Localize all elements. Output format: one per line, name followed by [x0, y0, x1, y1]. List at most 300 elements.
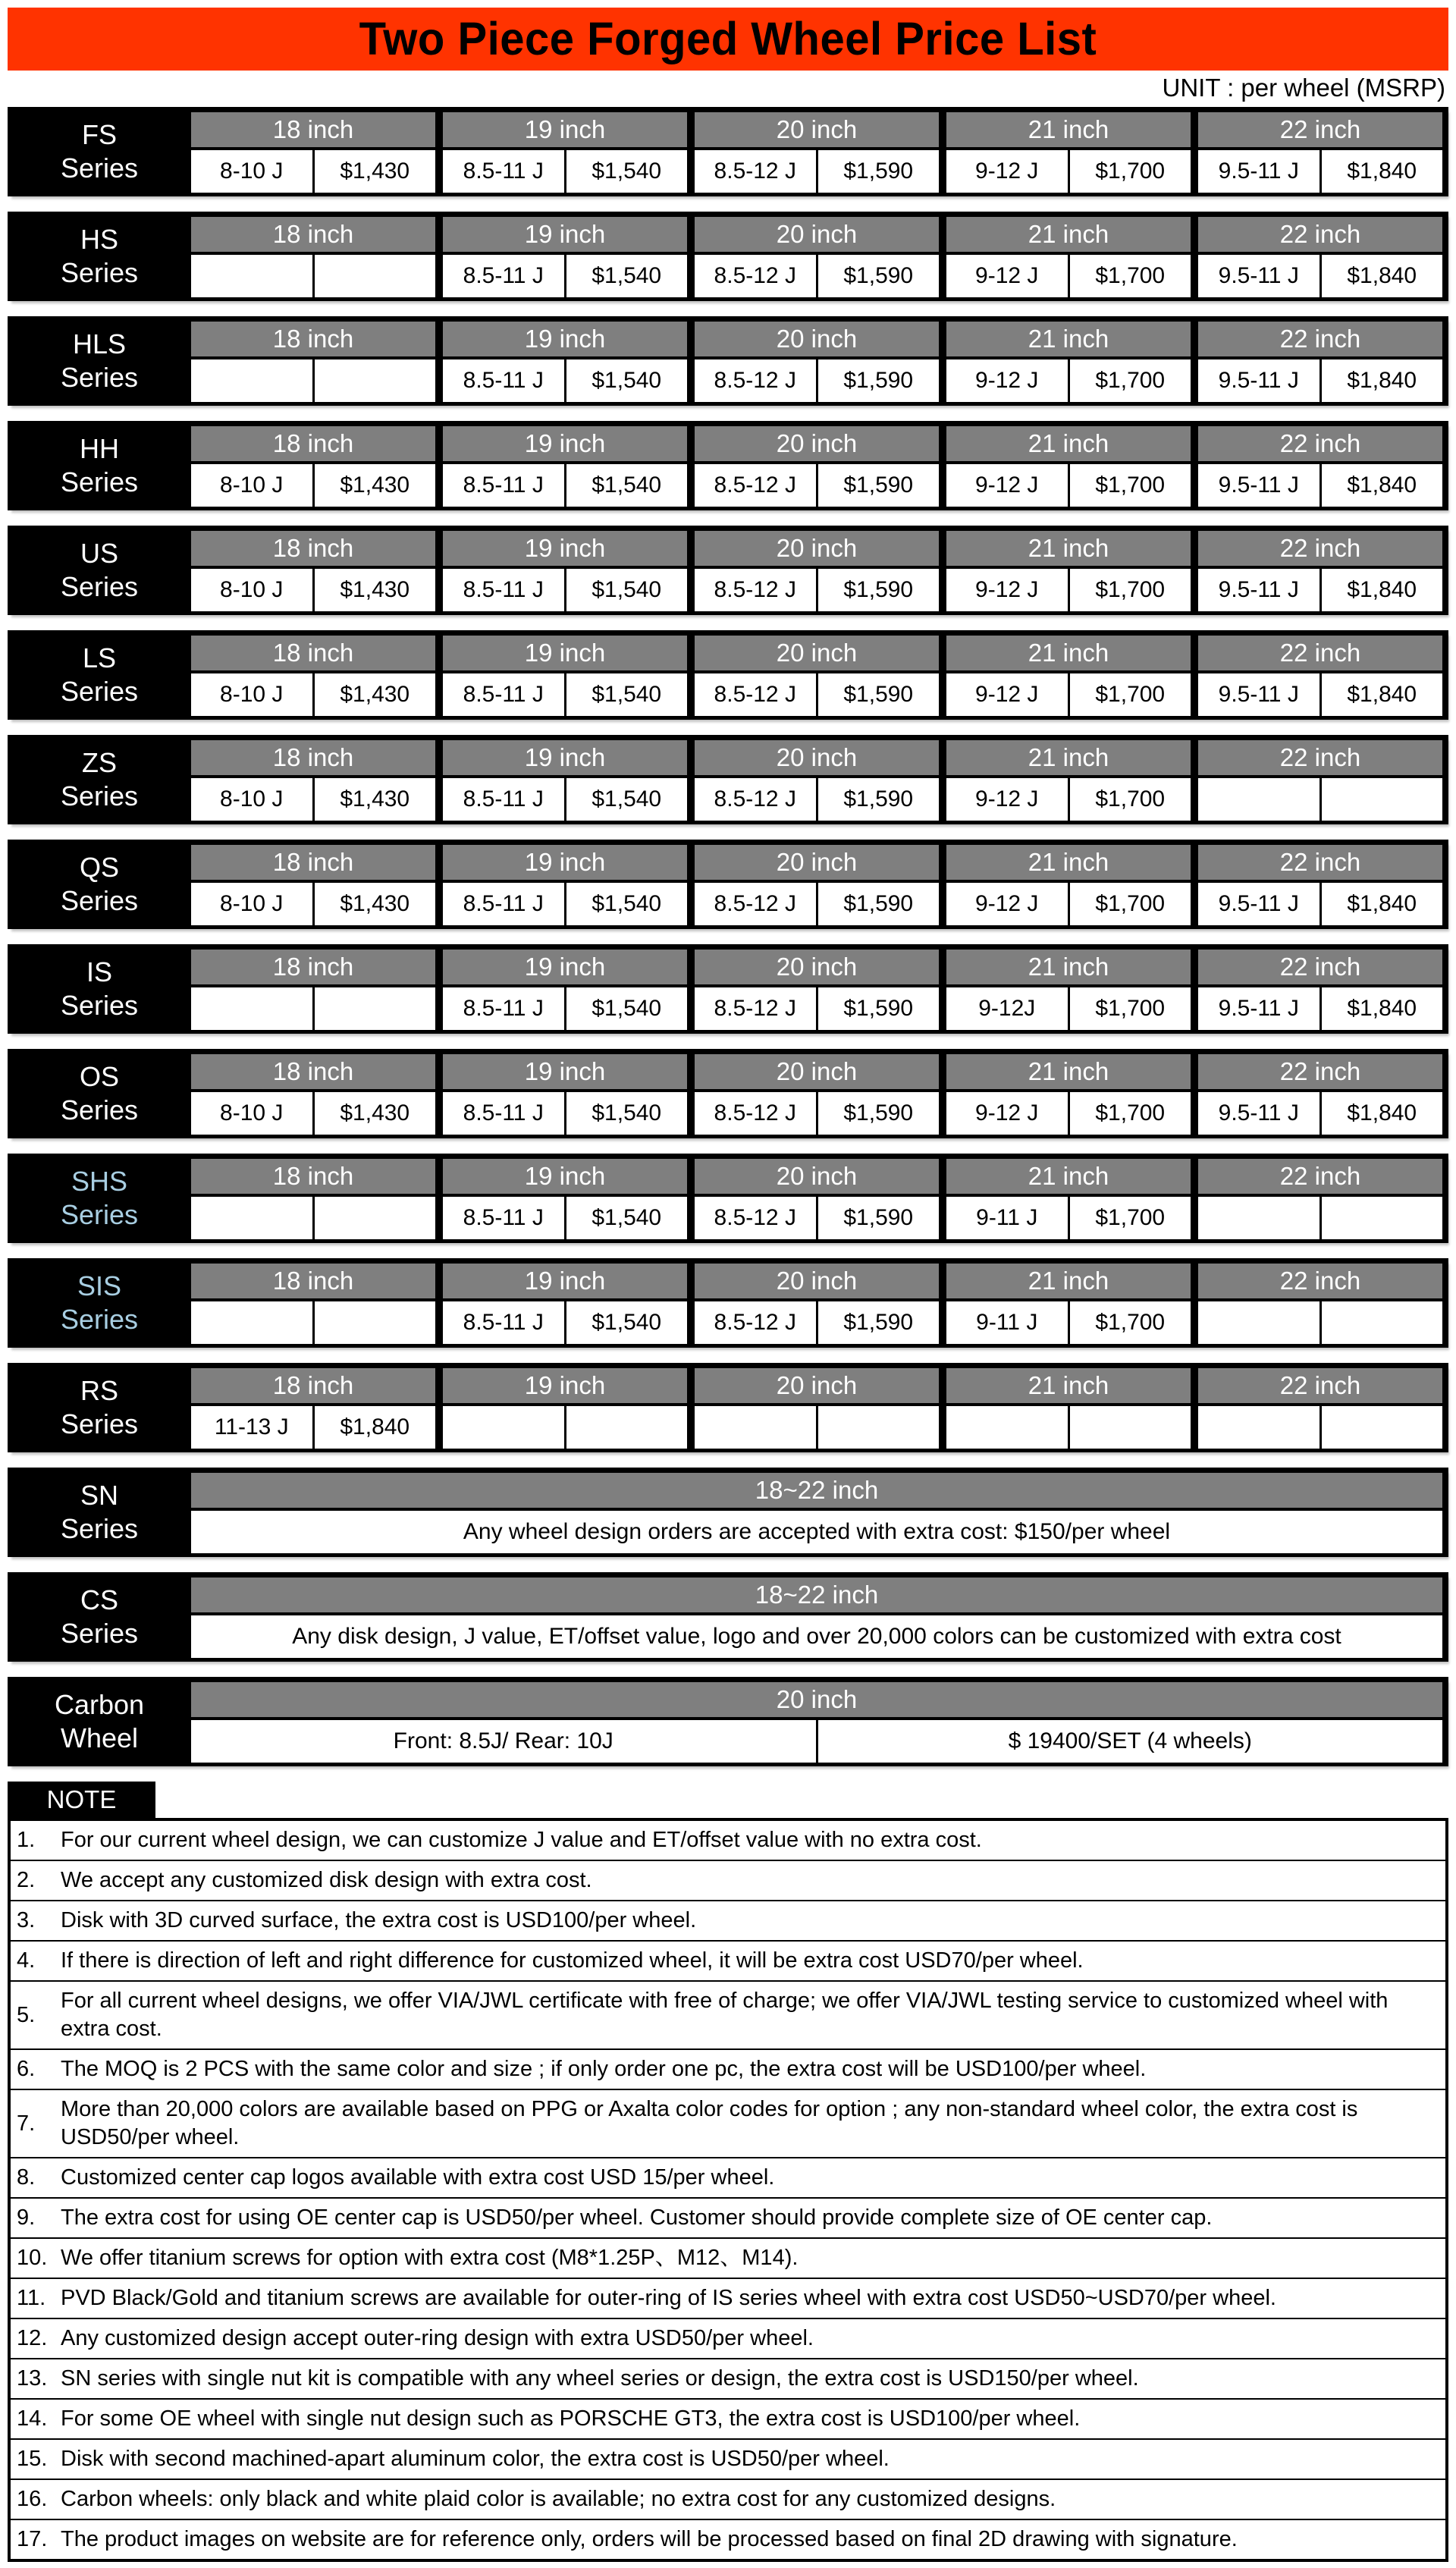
size-cell: 8.5-12 J [695, 673, 818, 716]
inch-header: 21 inch [946, 1264, 1191, 1298]
size-cell: 9.5-11 J [1198, 255, 1322, 297]
inch-header: 18 inch [191, 112, 435, 147]
inch-header: 18 inch [191, 1264, 435, 1298]
series-label-line: Series [60, 990, 139, 1021]
size-price-pair [1198, 255, 1442, 297]
series-table [191, 1468, 1448, 1557]
size-cell: 8.5-11 J [443, 1092, 566, 1135]
series-label-line: Series [60, 1408, 139, 1439]
note-row [11, 1821, 1445, 1860]
inch-header: 21 inch [946, 426, 1191, 461]
price-cell: $1,540 [566, 1092, 688, 1135]
size-cell: 9.5-11 J [1198, 150, 1322, 193]
size-cell: 8-10 J [191, 778, 315, 821]
series-label [8, 1677, 191, 1766]
series-label [8, 421, 191, 510]
spec-cell: Front: 8.5J/ Rear: 10J [191, 1720, 818, 1763]
note-text: The product images on website are for reference only, orders will be processed based on final 2D drawing with signature. [61, 2527, 1238, 2551]
size-price-pair [946, 1092, 1191, 1135]
size-price-pair [443, 673, 687, 716]
price-cell: $1,840 [1322, 1092, 1443, 1135]
series-block-sis [8, 1258, 1448, 1348]
size-cell: 8.5-12 J [695, 359, 818, 402]
inch-header: 22 inch [1198, 426, 1442, 461]
inch-header: 19 inch [443, 217, 687, 252]
size-cell [695, 1406, 818, 1449]
size-cell: 8.5-11 J [443, 987, 566, 1030]
size-cell: 9.5-11 J [1198, 987, 1322, 1030]
size-price-pair [443, 150, 687, 193]
series-label-line: HLS [72, 328, 127, 359]
series-data-row [191, 569, 1442, 611]
inch-header: 20 inch [695, 112, 939, 147]
series-table [191, 421, 1448, 510]
size-price-pair [946, 1406, 1191, 1449]
inch-header: 20 inch [695, 322, 939, 356]
size-price-pair [695, 255, 939, 297]
size-cell: 9-12 J [946, 673, 1070, 716]
price-cell: $1,840 [1322, 359, 1443, 402]
price-cell: $1,540 [566, 464, 688, 507]
price-cell: $1,590 [818, 1197, 940, 1239]
series-table [191, 1154, 1448, 1243]
price-cell: $1,840 [1322, 569, 1443, 611]
size-price-pair [695, 673, 939, 716]
price-cell: $1,590 [818, 150, 940, 193]
series-block-fs [8, 107, 1448, 196]
note-text: SN series with single nut kit is compatible with any wheel series or design, the extra cost is USD150/per wheel. [61, 2366, 1139, 2391]
inch-header: 18 inch [191, 950, 435, 984]
note-row [11, 2157, 1445, 2197]
series-block-hh [8, 421, 1448, 510]
size-price-pair [1198, 359, 1442, 402]
price-cell: $1,540 [566, 1197, 688, 1239]
series-label-line: SIS [77, 1270, 122, 1301]
size-cell: 8.5-11 J [443, 359, 566, 402]
series-label [8, 1049, 191, 1138]
price-cell: $1,840 [1322, 150, 1443, 193]
inch-header: 19 inch [443, 531, 687, 566]
size-price-pair [946, 569, 1191, 611]
size-price-pair [443, 1406, 687, 1449]
note-number: 15. [17, 2447, 48, 2471]
note-number: 13. [17, 2366, 48, 2391]
size-price-pair [1198, 778, 1442, 821]
note-row [11, 1980, 1445, 2048]
inch-header: 18~22 inch [191, 1578, 1442, 1612]
inch-header: 18 inch [191, 1054, 435, 1089]
series-table [191, 212, 1448, 301]
note-text: PVD Black/Gold and titanium screws are available for outer-ring of IS series wheel with extra cost USD50~USD70/per wheel. [61, 2286, 1276, 2310]
size-price-pair [443, 359, 687, 402]
size-price-pair [443, 987, 687, 1030]
series-label-line: Series [60, 152, 139, 184]
series-table [191, 1363, 1448, 1452]
size-price-pair [191, 1197, 435, 1239]
series-data-row [191, 1615, 1442, 1658]
price-cell: $1,430 [315, 883, 436, 925]
series-data-row [191, 1720, 1442, 1763]
inch-header-row [191, 217, 1442, 252]
inch-header: 20 inch [191, 1682, 1442, 1717]
size-price-pair [946, 464, 1191, 507]
price-cell: $1,700 [1070, 987, 1191, 1030]
series-label-line: Series [60, 1618, 139, 1649]
size-cell: 9.5-11 J [1198, 673, 1322, 716]
note-number: 11. [17, 2286, 46, 2310]
inch-header: 18 inch [191, 426, 435, 461]
inch-header: 18 inch [191, 1159, 435, 1194]
inch-header: 19 inch [443, 636, 687, 670]
inch-header-row [191, 426, 1442, 461]
series-label [8, 316, 191, 406]
price-cell: $1,590 [818, 883, 940, 925]
unit-label: UNIT : per wheel (MSRP) [1162, 74, 1445, 102]
inch-header: 22 inch [1198, 1368, 1442, 1403]
size-cell: 8.5-12 J [695, 883, 818, 925]
price-cell [315, 359, 436, 402]
note-text: For some OE wheel with single nut design such as PORSCHE GT3, the extra cost is USD100/per wheel. [61, 2406, 1081, 2431]
size-cell: 8.5-11 J [443, 569, 566, 611]
series-data-row [191, 1301, 1442, 1344]
size-cell: 8-10 J [191, 569, 315, 611]
series-label-line: SN [80, 1480, 118, 1511]
size-price-pair [191, 1720, 1442, 1763]
inch-header-row [191, 1264, 1442, 1298]
size-cell: 9.5-11 J [1198, 464, 1322, 507]
inch-header-row [191, 1682, 1442, 1717]
price-cell: $1,590 [818, 359, 940, 402]
size-price-pair [946, 1197, 1191, 1239]
price-cell: $1,840 [1322, 673, 1443, 716]
inch-header-row [191, 1368, 1442, 1403]
series-table [191, 526, 1448, 615]
size-price-pair [946, 150, 1191, 193]
series-data-row [191, 150, 1442, 193]
series-data-row [191, 1511, 1442, 1553]
series-block-hs [8, 212, 1448, 301]
size-cell: 8.5-12 J [695, 778, 818, 821]
series-table [191, 944, 1448, 1034]
note-text: We accept any customized disk design with extra cost. [61, 1868, 592, 1892]
inch-header: 20 inch [695, 1264, 939, 1298]
price-cell: $1,430 [315, 150, 436, 193]
note-row [11, 1940, 1445, 1980]
series-label [8, 630, 191, 720]
series-block-ls [8, 630, 1448, 720]
series-table [191, 735, 1448, 824]
price-cell [315, 255, 436, 297]
series-table [191, 1258, 1448, 1348]
inch-header: 19 inch [443, 1368, 687, 1403]
series-description-cell: Any wheel design orders are accepted with extra cost: $150/per wheel [191, 1511, 1442, 1553]
note-row [11, 2278, 1445, 2318]
note-text: For our current wheel design, we can customize J value and ET/offset value with no extra cost. [61, 1828, 982, 1852]
series-label-line: CS [80, 1584, 118, 1615]
series-label [8, 1468, 191, 1557]
inch-header: 20 inch [695, 1159, 939, 1194]
series-label [8, 735, 191, 824]
series-label-line: FS [81, 119, 117, 150]
inch-header-row [191, 1473, 1442, 1508]
series-label-line: Series [60, 1094, 139, 1125]
inch-header: 20 inch [695, 426, 939, 461]
price-cell [1322, 1301, 1443, 1344]
size-price-pair [443, 464, 687, 507]
series-label [8, 1363, 191, 1452]
price-cell: $1,430 [315, 673, 436, 716]
series-label [8, 107, 191, 196]
inch-header: 22 inch [1198, 950, 1442, 984]
size-price-pair [191, 569, 435, 611]
inch-header-row [191, 531, 1442, 566]
price-cell: $1,590 [818, 569, 940, 611]
inch-header: 21 inch [946, 950, 1191, 984]
price-cell: $1,540 [566, 778, 688, 821]
series-label-line: Series [60, 676, 139, 707]
series-list [0, 107, 1456, 1766]
size-cell: 8.5-12 J [695, 1092, 818, 1135]
series-data-row [191, 883, 1442, 925]
series-label-line: HH [80, 433, 119, 464]
size-price-pair [1198, 464, 1442, 507]
size-price-pair [946, 255, 1191, 297]
inch-header-row [191, 636, 1442, 670]
size-cell: 8.5-12 J [695, 255, 818, 297]
price-cell: $1,840 [1322, 987, 1443, 1030]
size-price-pair [191, 1406, 435, 1449]
series-description-cell: Any disk design, J value, ET/offset value, logo and over 20,000 colors can be customized with extra cost [191, 1615, 1442, 1658]
series-block-us [8, 526, 1448, 615]
note-title: NOTE [46, 1785, 117, 1813]
inch-header: 22 inch [1198, 112, 1442, 147]
series-block-qs [8, 840, 1448, 929]
inch-header-row [191, 1578, 1442, 1612]
inch-header: 20 inch [695, 1054, 939, 1089]
inch-header: 18 inch [191, 1368, 435, 1403]
series-data-row [191, 778, 1442, 821]
inch-header: 21 inch [946, 636, 1191, 670]
inch-header: 21 inch [946, 531, 1191, 566]
size-price-pair [695, 569, 939, 611]
size-price-pair [443, 1301, 687, 1344]
price-cell: $1,430 [315, 1092, 436, 1135]
inch-header: 19 inch [443, 1159, 687, 1194]
size-price-pair [1198, 150, 1442, 193]
price-cell: $1,540 [566, 987, 688, 1030]
inch-header: 21 inch [946, 740, 1191, 775]
size-price-pair [191, 359, 435, 402]
size-cell [1198, 1406, 1322, 1449]
series-data-row [191, 1197, 1442, 1239]
note-row [11, 2438, 1445, 2479]
inch-header: 21 inch [946, 322, 1191, 356]
note-row [11, 2048, 1445, 2089]
inch-header: 21 inch [946, 112, 1191, 147]
price-cell: $1,700 [1070, 359, 1191, 402]
inch-header: 19 inch [443, 426, 687, 461]
price-cell: $1,540 [566, 569, 688, 611]
price-cell: $1,700 [1070, 569, 1191, 611]
page-title: Two Piece Forged Wheel Price List [359, 13, 1097, 65]
price-cell: $1,540 [566, 150, 688, 193]
series-data-row [191, 1092, 1442, 1135]
note-number: 4. [17, 1948, 36, 1973]
note-text: If there is direction of left and right difference for customized wheel, it will be extra cost USD70/per wheel. [61, 1948, 1084, 1973]
size-price-pair [191, 255, 435, 297]
price-cell: $1,840 [1322, 255, 1443, 297]
size-price-pair [443, 883, 687, 925]
size-price-pair [191, 1092, 435, 1135]
size-cell [946, 1406, 1070, 1449]
series-table [191, 316, 1448, 406]
inch-header: 22 inch [1198, 217, 1442, 252]
inch-header: 21 inch [946, 1368, 1191, 1403]
series-label-line: Series [60, 1513, 139, 1544]
size-price-pair [695, 987, 939, 1030]
note-number: 10. [17, 2246, 48, 2270]
series-label [8, 1258, 191, 1348]
note-number: 1. [17, 1828, 36, 1852]
inch-header: 22 inch [1198, 1054, 1442, 1089]
size-price-pair [946, 359, 1191, 402]
inch-header: 19 inch [443, 740, 687, 775]
inch-header: 18 inch [191, 531, 435, 566]
size-price-pair [695, 1092, 939, 1135]
size-cell: 9-12 J [946, 359, 1070, 402]
price-cell: $1,540 [566, 673, 688, 716]
price-cell [1322, 778, 1443, 821]
series-label [8, 840, 191, 929]
note-text: For all current wheel designs, we offer VIA/JWL certificate with free of charge; we offer VIA/JWL testing service to customized wheel with extra cost. [61, 1989, 1389, 2041]
inch-header: 22 inch [1198, 740, 1442, 775]
price-cell: $1,590 [818, 1301, 940, 1344]
note-number: 7. [17, 2111, 36, 2136]
size-price-pair [1198, 883, 1442, 925]
series-label [8, 526, 191, 615]
inch-header: 22 inch [1198, 845, 1442, 880]
note-row [11, 1860, 1445, 1900]
series-label-line: ZS [81, 747, 117, 778]
series-data-row [191, 1406, 1442, 1449]
series-label-line: Series [60, 1199, 139, 1230]
series-label-line: LS [82, 642, 117, 673]
series-table [191, 1677, 1448, 1766]
series-label-line: OS [79, 1061, 119, 1092]
inch-header: 20 inch [695, 531, 939, 566]
size-cell: 11-13 J [191, 1406, 315, 1449]
price-cell [1070, 1406, 1191, 1449]
inch-header: 22 inch [1198, 531, 1442, 566]
inch-header: 21 inch [946, 1054, 1191, 1089]
inch-header-row [191, 950, 1442, 984]
note-number: 9. [17, 2205, 36, 2230]
series-data-row [191, 987, 1442, 1030]
series-block-shs [8, 1154, 1448, 1243]
price-list-page [0, 8, 1456, 2562]
size-price-pair [191, 1301, 435, 1344]
price-cell [315, 1301, 436, 1344]
note-row [11, 2318, 1445, 2358]
size-price-pair [946, 778, 1191, 821]
size-price-pair [695, 883, 939, 925]
note-text: The MOQ is 2 PCS with the same color and size ; if only order one pc, the extra cost will be USD100/per wheel. [61, 2057, 1147, 2081]
size-price-pair [1198, 569, 1442, 611]
size-price-pair [946, 1301, 1191, 1344]
size-price-pair [443, 255, 687, 297]
note-number: 12. [17, 2326, 48, 2350]
note-row [11, 2089, 1445, 2157]
price-cell: $1,540 [566, 883, 688, 925]
size-price-pair [191, 778, 435, 821]
size-cell: 8.5-11 J [443, 150, 566, 193]
size-price-pair [443, 778, 687, 821]
size-cell: 8.5-11 J [443, 883, 566, 925]
inch-header: 20 inch [695, 636, 939, 670]
price-cell: $1,700 [1070, 464, 1191, 507]
inch-header: 18~22 inch [191, 1473, 1442, 1508]
size-cell: 9-12 J [946, 569, 1070, 611]
size-price-pair [191, 987, 435, 1030]
size-price-pair [1198, 1092, 1442, 1135]
series-label-line: RS [80, 1375, 118, 1406]
inch-header: 19 inch [443, 845, 687, 880]
size-cell: 9-12 J [946, 778, 1070, 821]
series-data-row [191, 359, 1442, 402]
series-block-zs [8, 735, 1448, 824]
series-label-line: Series [60, 885, 139, 916]
series-data-row [191, 464, 1442, 507]
size-price-pair [191, 150, 435, 193]
price-cell [818, 1406, 940, 1449]
size-cell: 8.5-11 J [443, 1301, 566, 1344]
size-price-pair [946, 883, 1191, 925]
price-cell: $1,540 [566, 1301, 688, 1344]
size-cell [191, 359, 315, 402]
price-cell: $1,590 [818, 464, 940, 507]
size-price-pair [191, 464, 435, 507]
size-cell [1198, 778, 1322, 821]
series-label [8, 212, 191, 301]
inch-header: 21 inch [946, 1159, 1191, 1194]
note-number: 8. [17, 2165, 36, 2190]
size-cell: 8-10 J [191, 673, 315, 716]
series-table [191, 840, 1448, 929]
price-cell: $1,700 [1070, 1197, 1191, 1239]
series-table [191, 1572, 1448, 1662]
inch-header: 20 inch [695, 950, 939, 984]
price-cell: $1,840 [1322, 464, 1443, 507]
note-text: The extra cost for using OE center cap is USD50/per wheel. Customer should provide complete size of OE center cap. [61, 2205, 1213, 2230]
series-label [8, 1154, 191, 1243]
series-table [191, 1049, 1448, 1138]
series-label-line: HS [80, 224, 118, 255]
price-cell [566, 1406, 688, 1449]
price-cell: $1,430 [315, 778, 436, 821]
series-label-line: Series [60, 257, 139, 288]
note-row [11, 1900, 1445, 1940]
size-cell: 9-11 J [946, 1197, 1070, 1239]
price-cell: $1,700 [1070, 150, 1191, 193]
size-cell [1198, 1197, 1322, 1239]
size-price-pair [695, 150, 939, 193]
note-number: 14. [17, 2406, 48, 2431]
size-price-pair [1198, 673, 1442, 716]
size-cell: 8.5-11 J [443, 255, 566, 297]
inch-header: 21 inch [946, 845, 1191, 880]
price-cell: $1,700 [1070, 1092, 1191, 1135]
price-cell: $1,590 [818, 673, 940, 716]
